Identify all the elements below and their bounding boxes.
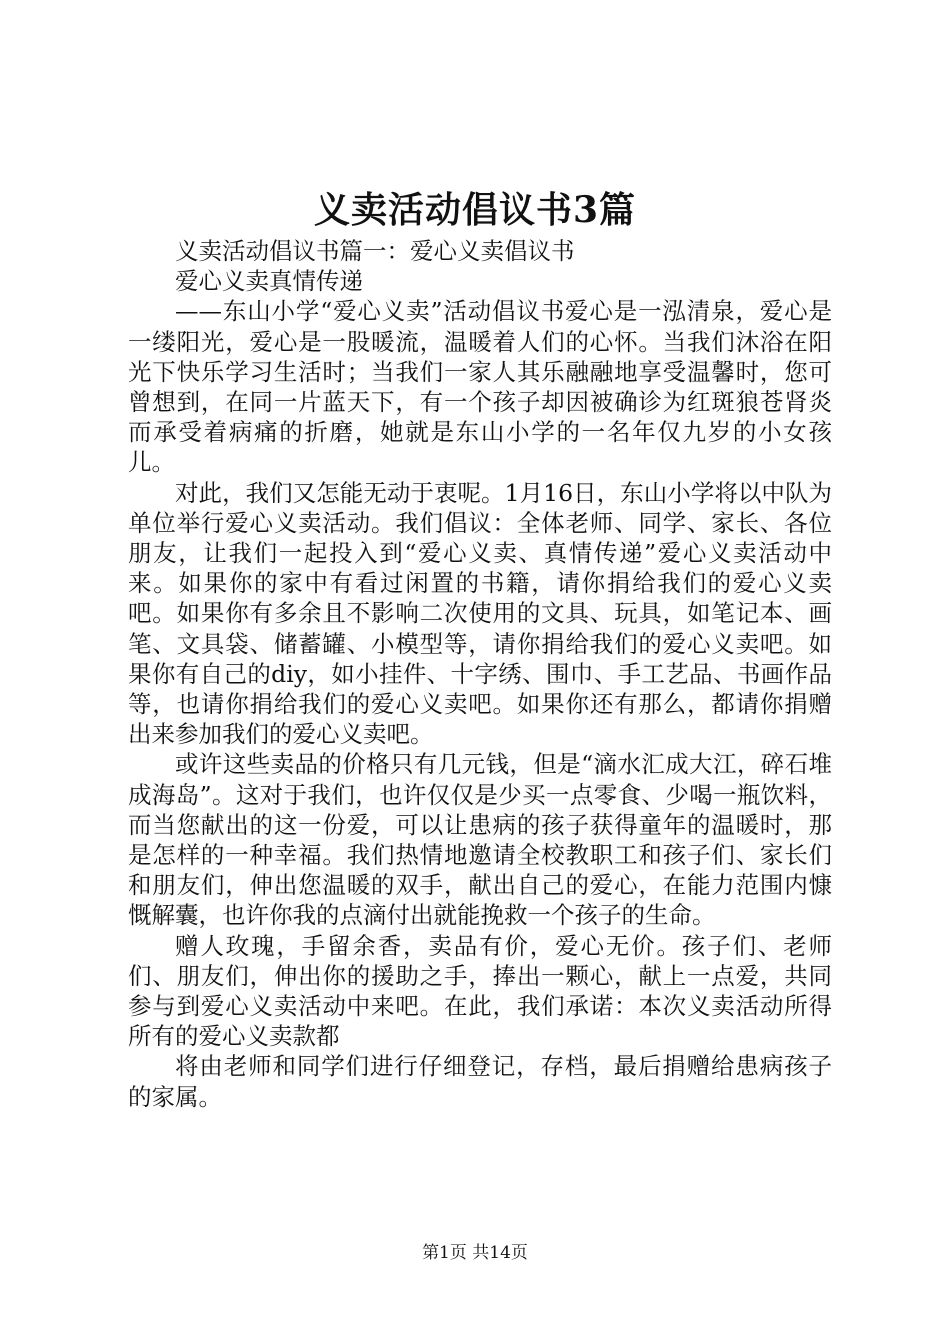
paragraph-subtitle: 义卖活动倡议书篇一：爱心义卖倡议书 <box>175 237 575 265</box>
paragraph-closing: 将由老师和同学们进行仔细登记，存档，最后捐赠给患病孩子的家属。 <box>128 1052 832 1111</box>
document-body <box>128 236 832 1112</box>
paragraph-commitment: 赠人玫瑰，手留余香，卖品有价，爱心无价。孩子们、老师们、朋友们，伸出你的援助之手，捧出一颗心，献上一点爱，共同参与到爱心义卖活动中来吧。在此，我们承诺：本次义卖活动所得所有的爱心义卖款都 <box>128 931 832 1051</box>
document-title: 义卖活动倡议书3篇 <box>313 189 637 231</box>
paragraph-intro: ——东山小学“爱心义卖”活动倡议书爱心是一泓清泉，爱心是一缕阳光，爱心是一股暖流，温暖着人们的心怀。当我们沐浴在阳光下快乐学习生活时；当我们一家人其乐融融地享受温馨时，您可曾想到，在同一片蓝天下，有一个孩子却因被确诊为红斑狼苍肾炎而承受着病痛的折磨，她就是东山小学的一名年仅九岁的小女孩儿。 <box>128 297 832 477</box>
page-number-footer: 第1页 共14页 <box>422 1243 528 1263</box>
paragraph-slogan: 爱心义卖真情传递 <box>175 267 363 296</box>
paragraph-appeal: 或许这些卖品的价格只有几元钱，但是“滴水汇成大江，碎石堆成海岛”。这对于我们，也许仅仅是少买一点零食、少喝一瓶饮料，而当您献出的这一份爱，可以让患病的孩子获得童年的温暖时，那是怎样的一种幸福。我们热情地邀请全校教职工和孩子们、家长们和朋友们，伸出您温暖的双手，献出自己的爱心，在能力范围内慷慨解囊，也许你我的点滴付出就能挽救一个孩子的生命。 <box>128 750 832 930</box>
paragraph-proposal: 对此，我们又怎能无动于衷呢。1月16日，东山小学将以中队为单位举行爱心义卖活动。我们倡议：全体老师、同学、家长、各位朋友，让我们一起投入到“爱心义卖、真情传递”爱心义卖活动中来。如果你的家中有看过闲置的书籍，请你捐给我们的爱心义卖吧。如果你有多余且不影响二次使用的文具、玩具，如笔记本、画笔、文具袋、储蓄罐、小模型等，请你捐给我们的爱心义卖吧。如果你有自己的diy，如小挂件、十字绣、围巾、手工艺品、书画作品等，也请你捐给我们的爱心义卖吧。如果你还有那么，都请你捐赠出来参加我们的爱心义卖吧。 <box>128 478 832 749</box>
